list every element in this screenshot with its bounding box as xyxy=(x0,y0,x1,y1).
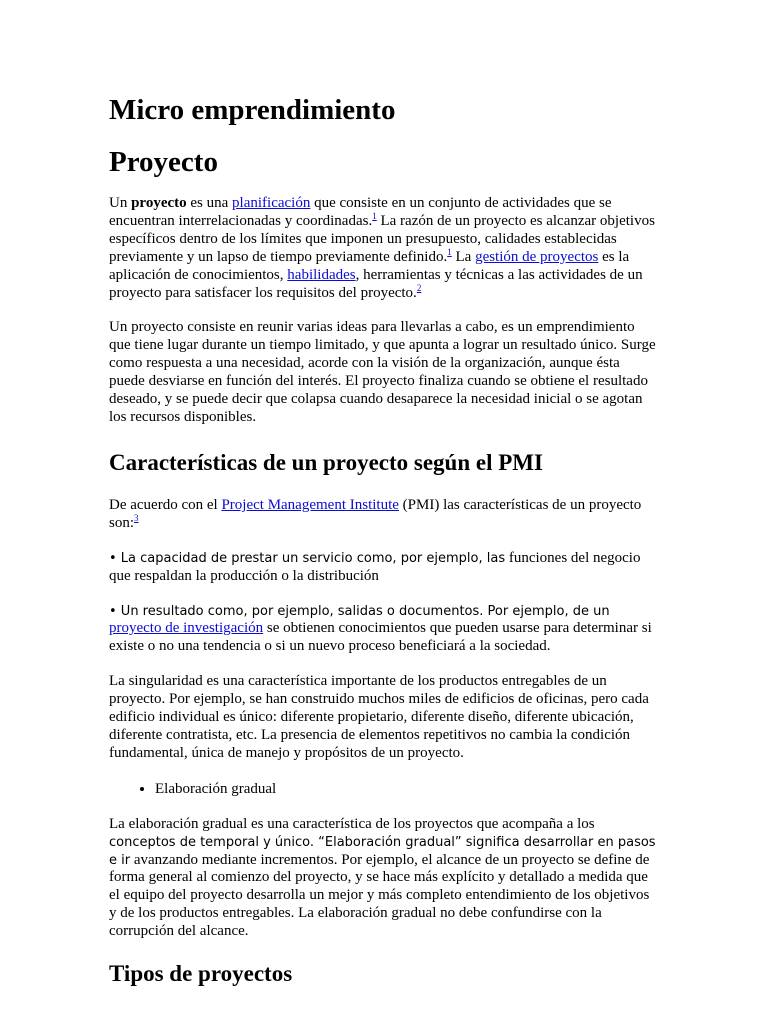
bullet-list xyxy=(109,780,657,798)
link-pmi[interactable]: Project Management Institute xyxy=(221,496,399,513)
paragraph-definicion: Un proyecto es una planificación que consiste en un conjunto de actividades que se encuentran interrelacionadas y coordinadas.$^1$ La razón de un proyecto es alcanzar objetivos específicos dentro de los límites que imponen un presupuesto, calidades establecidas previamente y un lapso de tiempo previamente definido.$^1$ La gestión de proyectos es la aplicación de conocimientos, habilidades, herramientas y técnicas a las actividades de un proyecto para satisfacer los requisitos del proyecto.$^2$ xyxy=(109,195,655,301)
ref-link-2[interactable]: 2 xyxy=(416,282,422,293)
link-planificacion[interactable]: planificación xyxy=(232,195,311,211)
page-title: Micro emprendimiento xyxy=(109,94,396,126)
ref-link-1[interactable]: 1 xyxy=(372,210,377,221)
link-gestion-de-proyectos[interactable]: gestión de proyectos xyxy=(475,248,599,265)
ref-link-1b[interactable]: 1 xyxy=(447,246,452,257)
link-habilidades[interactable]: habilidades xyxy=(287,266,356,283)
paragraph-proyecto-descripcion: Un proyecto consiste en reunir varias ideas para llevarlas a cabo, es un emprendimiento que tiene lugar durante un tiempo limitado, y que apunta a lograr un resultado único. Surge como respuesta a una necesidad, acorde con la visión de la organización, aunque ésta puede desviarse en función del interés. El proyecto finaliza cuando se obtiene el resultado deseado, y se puede decir que colapsa cuando desaparece la necesidad inicial o se agotan los recursos disponibles. xyxy=(109,319,656,425)
section-heading-proyecto: Proyecto xyxy=(109,146,218,178)
link-proyecto-de-investigacion[interactable]: proyecto de investigación xyxy=(109,620,264,637)
section-heading-tipos: Tipos de proyectos xyxy=(109,961,293,987)
paragraph-servicio: • La capacidad de prestar un servicio como, por ejemplo, las funciones del negocio que respaldan la producción o la distribución xyxy=(109,549,641,584)
ref-link-3[interactable]: 3 xyxy=(134,512,139,523)
paragraph-elaboracion-gradual: La elaboración gradual es una característica de los proyectos que acompaña a los conceptos de temporal y único. “Elaboración gradual” significa desarrollar en pasos e ir avanzando mediante incrementos. Por ejemplo, el alcance de un proyecto se define de forma general al comienzo del proyecto, y se hace más explícito y detallado a medida que el equipo del proyecto desarrolla un mejor y más completo entendimiento de los objetivos y de los productos entregables. La elaboración gradual no debe confundirse con la corrupción del alcance. xyxy=(109,815,656,940)
paragraph-resultado: • Un resultado como, por ejemplo, salidas o documentos. Por ejemplo, de un proyecto de investigación se obtienen conocimientos que pueden usarse para determinar si existe o no una tendencia o si un nuevo proceso beneficiará a la sociedad. xyxy=(109,603,652,655)
list-item-elaboracion-gradual: • Elaboración gradual xyxy=(155,780,657,798)
bold-proyecto: proyecto xyxy=(131,195,187,211)
paragraph-pmi: De acuerdo con el Project Management Institute (PMI) las características de un proyecto son:$^3$ xyxy=(109,496,642,531)
document-page xyxy=(109,92,657,989)
section-heading-caracteristicas: Características de un proyecto según el PMI xyxy=(109,449,543,475)
paragraph-singularidad: La singularidad es una característica importante de los productos entregables de un proyecto. Por ejemplo, se han construido muchos miles de edificios de oficinas, pero cada edificio individual es único: diferente propietario, diferente diseño, diferente ubicación, diferente contratista, etc. La presencia de elementos repetitivos no cambia la condición fundamental, única de manejo y propósitos de un proyecto. xyxy=(109,673,649,761)
